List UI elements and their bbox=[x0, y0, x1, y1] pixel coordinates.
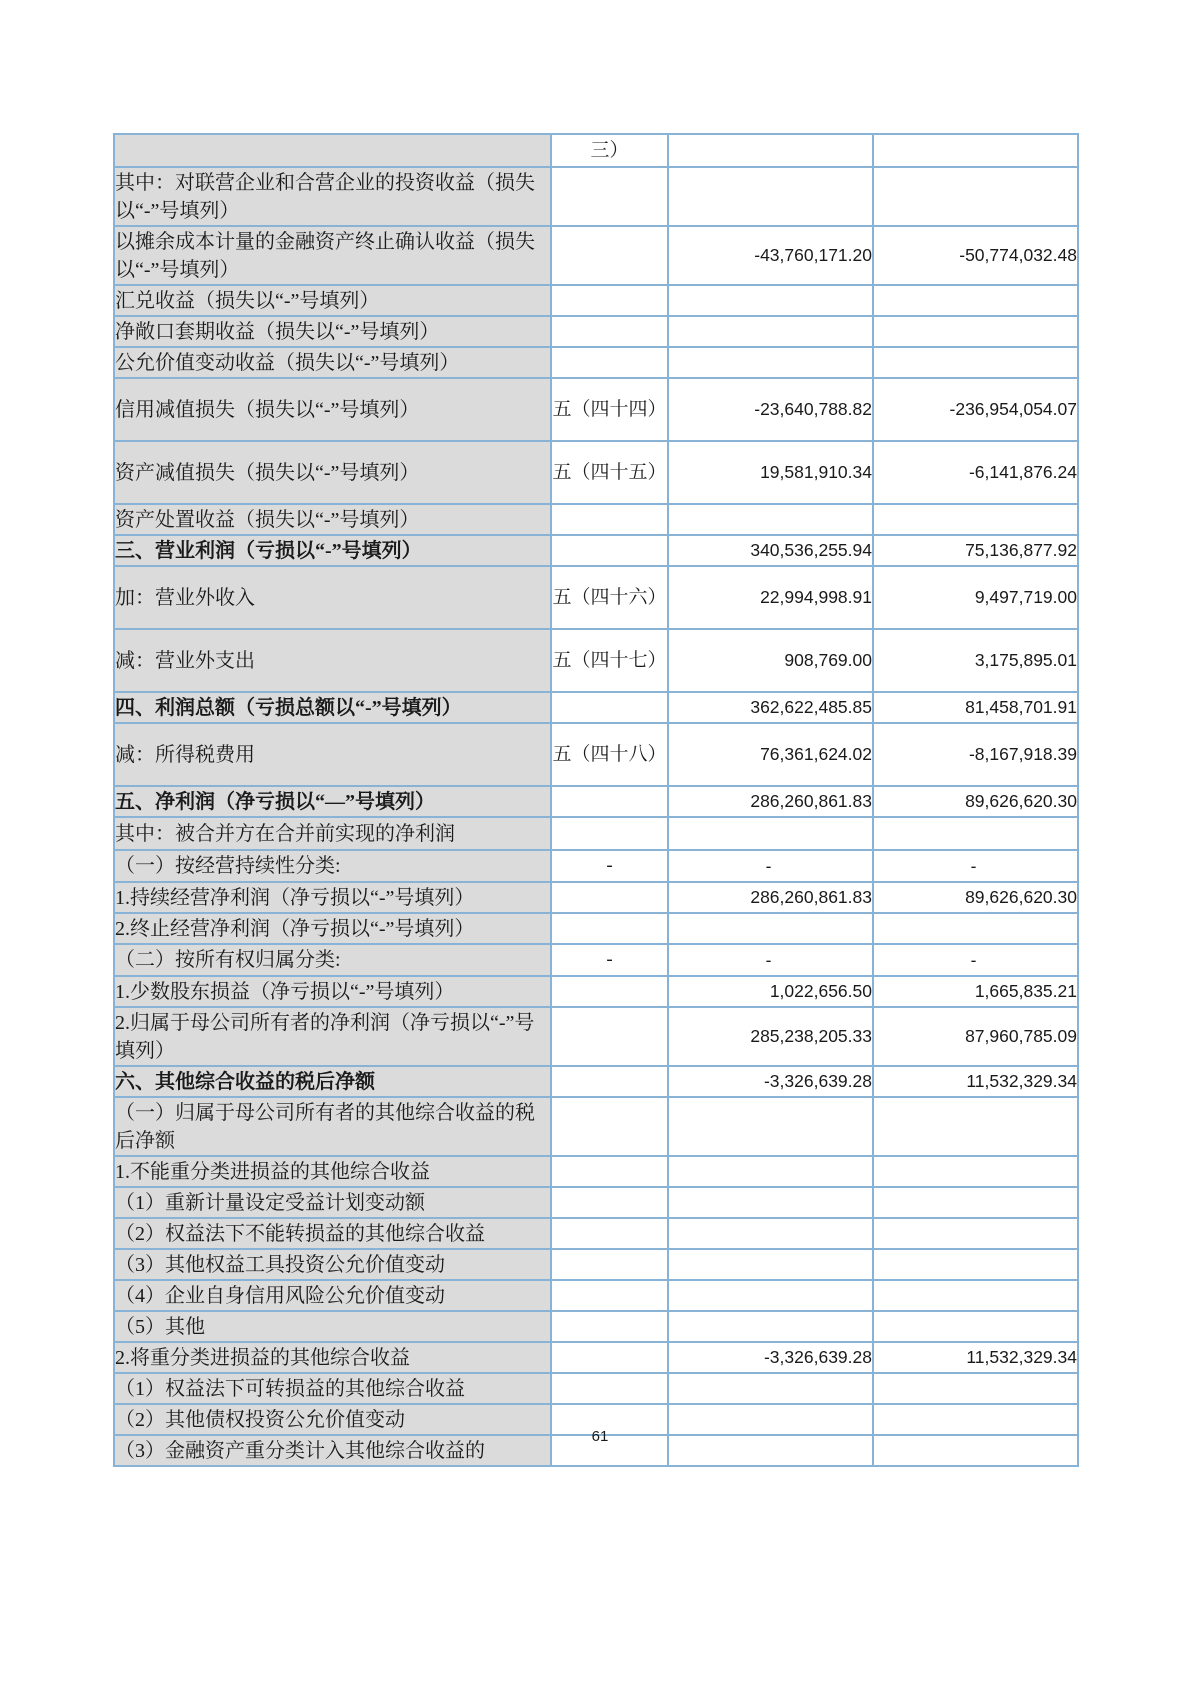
item-cell bbox=[114, 1066, 551, 1097]
item-label: 信用减值损失（损失以“-”号填列） bbox=[115, 398, 420, 421]
current-period-cell: - bbox=[668, 850, 873, 882]
item-cell bbox=[114, 913, 551, 944]
prior-period-cell bbox=[873, 1311, 1078, 1342]
current-period-cell: 908,769.00 bbox=[668, 629, 873, 692]
item-cell bbox=[114, 378, 551, 441]
prior-period-cell: 89,626,620.30 bbox=[873, 786, 1078, 817]
item-label: 2.终止经营净利润（净亏损以“-”号填列） bbox=[115, 917, 475, 940]
item-label: 以摊余成本计量的金融资产终止确认收益（损失以“-”号填列） bbox=[115, 230, 535, 281]
item-cell bbox=[114, 1342, 551, 1373]
note-reference: 五（四十六） bbox=[552, 586, 667, 608]
prior-period-cell bbox=[873, 504, 1078, 535]
current-period-cell bbox=[668, 1156, 873, 1187]
note-cell bbox=[551, 1156, 668, 1187]
prior-period-cell: 3,175,895.01 bbox=[873, 629, 1078, 692]
table-row bbox=[114, 504, 1078, 535]
note-cell bbox=[551, 976, 668, 1007]
table-row bbox=[114, 786, 1078, 817]
table-row bbox=[114, 913, 1078, 944]
table-row bbox=[114, 134, 1078, 167]
prior-period-cell: 75,136,877.92 bbox=[873, 535, 1078, 566]
prior-period-cell: -236,954,054.07 bbox=[873, 378, 1078, 441]
item-label: 四、利润总额（亏损总额以“-”号填列） bbox=[115, 696, 462, 719]
item-cell bbox=[114, 817, 551, 850]
item-label: 公允价值变动收益（损失以“-”号填列） bbox=[115, 351, 460, 374]
table-row bbox=[114, 167, 1078, 226]
note-cell bbox=[551, 566, 668, 629]
item-label: （一）归属于母公司所有者的其他综合收益的税后净额 bbox=[115, 1101, 535, 1152]
current-period-cell bbox=[668, 913, 873, 944]
prior-period-cell: 87,960,785.09 bbox=[873, 1007, 1078, 1066]
item-cell bbox=[114, 692, 551, 723]
prior-period-cell bbox=[873, 1218, 1078, 1249]
item-cell bbox=[114, 976, 551, 1007]
note-cell bbox=[551, 134, 668, 167]
current-period-cell bbox=[668, 1373, 873, 1404]
current-period-cell: 285,238,205.33 bbox=[668, 1007, 873, 1066]
note-cell bbox=[551, 629, 668, 692]
current-period-cell: -43,760,171.20 bbox=[668, 226, 873, 285]
prior-period-cell bbox=[873, 913, 1078, 944]
current-period-cell bbox=[668, 285, 873, 316]
note-reference: - bbox=[606, 855, 613, 876]
prior-period-cell: -8,167,918.39 bbox=[873, 723, 1078, 786]
note-cell bbox=[551, 1249, 668, 1280]
note-cell bbox=[551, 1311, 668, 1342]
item-label: （2）其他债权投资公允价值变动 bbox=[115, 1408, 405, 1431]
prior-period-cell bbox=[873, 1373, 1078, 1404]
table-row bbox=[114, 882, 1078, 913]
table-row bbox=[114, 850, 1078, 882]
table-row bbox=[114, 347, 1078, 378]
note-cell bbox=[551, 285, 668, 316]
page-number: 61 bbox=[591, 1428, 609, 1445]
table-row bbox=[114, 1280, 1078, 1311]
note-reference: - bbox=[606, 949, 613, 970]
current-period-cell bbox=[668, 1187, 873, 1218]
item-cell bbox=[114, 1156, 551, 1187]
table-row bbox=[114, 566, 1078, 629]
note-cell bbox=[551, 1280, 668, 1311]
prior-period-cell bbox=[873, 1097, 1078, 1156]
item-cell bbox=[114, 1373, 551, 1404]
item-label: （二）按所有权归属分类: bbox=[115, 949, 341, 971]
note-cell bbox=[551, 1066, 668, 1097]
note-cell bbox=[551, 316, 668, 347]
note-reference: 五（四十八） bbox=[552, 743, 667, 765]
note-cell bbox=[551, 817, 668, 850]
item-label: 资产减值损失（损失以“-”号填列） bbox=[115, 461, 420, 484]
item-cell bbox=[114, 347, 551, 378]
prior-period-cell bbox=[873, 316, 1078, 347]
table-row bbox=[114, 944, 1078, 976]
item-label: 加：营业外收入 bbox=[115, 586, 255, 609]
item-cell bbox=[114, 285, 551, 316]
item-label: 三、营业利润（亏损以“-”号填列） bbox=[115, 539, 422, 562]
item-cell bbox=[114, 1187, 551, 1218]
note-reference: 三） bbox=[590, 139, 629, 161]
item-label: （3）金融资产重分类计入其他综合收益的 bbox=[115, 1439, 485, 1462]
item-cell bbox=[114, 504, 551, 535]
table-row bbox=[114, 629, 1078, 692]
item-cell bbox=[114, 1280, 551, 1311]
item-label: （4）企业自身信用风险公允价值变动 bbox=[115, 1284, 445, 1307]
item-cell bbox=[114, 944, 551, 976]
note-cell bbox=[551, 1187, 668, 1218]
prior-period-cell bbox=[873, 347, 1078, 378]
item-label: 其中：被合并方在合并前实现的净利润 bbox=[115, 822, 455, 845]
item-cell bbox=[114, 1311, 551, 1342]
current-period-cell: 362,622,485.85 bbox=[668, 692, 873, 723]
item-cell bbox=[114, 1097, 551, 1156]
current-period-cell: 286,260,861.83 bbox=[668, 882, 873, 913]
item-cell bbox=[114, 1218, 551, 1249]
prior-period-cell: 11,532,329.34 bbox=[873, 1342, 1078, 1373]
table-row bbox=[114, 817, 1078, 850]
table-row bbox=[114, 976, 1078, 1007]
note-cell bbox=[551, 226, 668, 285]
current-period-cell bbox=[668, 1097, 873, 1156]
table-row bbox=[114, 1311, 1078, 1342]
current-period-cell bbox=[668, 817, 873, 850]
prior-period-cell bbox=[873, 285, 1078, 316]
item-cell bbox=[114, 134, 551, 167]
current-period-cell: 286,260,861.83 bbox=[668, 786, 873, 817]
current-period-cell: 19,581,910.34 bbox=[668, 441, 873, 504]
note-reference: 五（四十七） bbox=[552, 649, 667, 671]
prior-period-cell: 1,665,835.21 bbox=[873, 976, 1078, 1007]
prior-period-cell: 81,458,701.91 bbox=[873, 692, 1078, 723]
item-label: 减：营业外支出 bbox=[115, 649, 255, 672]
item-label: 1.少数股东损益（净亏损以“-”号填列） bbox=[115, 980, 455, 1003]
current-period-cell: 22,994,998.91 bbox=[668, 566, 873, 629]
item-label: 2.归属于母公司所有者的净利润（净亏损以“-”号填列） bbox=[115, 1011, 535, 1062]
prior-period-cell: -50,774,032.48 bbox=[873, 226, 1078, 285]
note-cell bbox=[551, 944, 668, 976]
note-cell bbox=[551, 1218, 668, 1249]
item-label: （一）按经营持续性分类: bbox=[115, 855, 341, 877]
note-cell bbox=[551, 535, 668, 566]
item-cell bbox=[114, 629, 551, 692]
current-period-cell bbox=[668, 1311, 873, 1342]
prior-period-cell: 9,497,719.00 bbox=[873, 566, 1078, 629]
prior-period-cell bbox=[873, 167, 1078, 226]
note-reference: 五（四十四） bbox=[552, 398, 667, 420]
item-label: 资产处置收益（损失以“-”号填列） bbox=[115, 508, 420, 531]
item-cell bbox=[114, 226, 551, 285]
item-label: （1）权益法下可转损益的其他综合收益 bbox=[115, 1377, 465, 1400]
table-row bbox=[114, 692, 1078, 723]
note-cell bbox=[551, 441, 668, 504]
current-period-cell: 340,536,255.94 bbox=[668, 535, 873, 566]
item-cell bbox=[114, 316, 551, 347]
table-row bbox=[114, 1156, 1078, 1187]
item-label: 1.不能重分类进损益的其他综合收益 bbox=[115, 1160, 430, 1183]
item-label: 2.将重分类进损益的其他综合收益 bbox=[115, 1346, 410, 1369]
item-label: 净敞口套期收益（损失以“-”号填列） bbox=[115, 320, 440, 343]
prior-period-cell: 11,532,329.34 bbox=[873, 1066, 1078, 1097]
table-row bbox=[114, 1097, 1078, 1156]
item-label: （5）其他 bbox=[115, 1315, 205, 1338]
prior-period-cell bbox=[873, 1187, 1078, 1218]
prior-period-cell bbox=[873, 1249, 1078, 1280]
table-row bbox=[114, 723, 1078, 786]
table-row bbox=[114, 316, 1078, 347]
item-cell bbox=[114, 786, 551, 817]
item-label: （3）其他权益工具投资公允价值变动 bbox=[115, 1253, 445, 1276]
item-label: 其中：对联营企业和合营企业的投资收益（损失以“-”号填列） bbox=[115, 171, 535, 222]
current-period-cell: -3,326,639.28 bbox=[668, 1066, 873, 1097]
table-row bbox=[114, 441, 1078, 504]
item-label: （1）重新计量设定受益计划变动额 bbox=[115, 1191, 425, 1214]
table-row bbox=[114, 1007, 1078, 1066]
note-cell bbox=[551, 882, 668, 913]
note-cell bbox=[551, 1097, 668, 1156]
current-period-cell: 1,022,656.50 bbox=[668, 976, 873, 1007]
current-period-cell bbox=[668, 134, 873, 167]
item-label: 汇兑收益（损失以“-”号填列） bbox=[115, 289, 380, 312]
note-cell bbox=[551, 1007, 668, 1066]
item-label: （2）权益法下不能转损益的其他综合收益 bbox=[115, 1222, 485, 1245]
item-cell bbox=[114, 1007, 551, 1066]
item-cell bbox=[114, 535, 551, 566]
note-cell bbox=[551, 786, 668, 817]
table-row bbox=[114, 1342, 1078, 1373]
current-period-cell bbox=[668, 316, 873, 347]
item-cell bbox=[114, 850, 551, 882]
note-reference: 五（四十五） bbox=[552, 461, 667, 483]
item-cell bbox=[114, 441, 551, 504]
table-row bbox=[114, 1373, 1078, 1404]
note-cell bbox=[551, 913, 668, 944]
current-period-cell bbox=[668, 167, 873, 226]
prior-period-cell bbox=[873, 1280, 1078, 1311]
note-cell bbox=[551, 378, 668, 441]
income-statement-table bbox=[113, 133, 1079, 1467]
note-cell bbox=[551, 1373, 668, 1404]
prior-period-cell bbox=[873, 817, 1078, 850]
item-cell bbox=[114, 882, 551, 913]
note-cell bbox=[551, 504, 668, 535]
item-label: 1.持续经营净利润（净亏损以“-”号填列） bbox=[115, 886, 475, 909]
item-cell bbox=[114, 566, 551, 629]
item-cell bbox=[114, 723, 551, 786]
current-period-cell: -3,326,639.28 bbox=[668, 1342, 873, 1373]
current-period-cell: 76,361,624.02 bbox=[668, 723, 873, 786]
prior-period-cell bbox=[873, 134, 1078, 167]
current-period-cell bbox=[668, 347, 873, 378]
prior-period-cell: - bbox=[873, 850, 1078, 882]
table-row bbox=[114, 378, 1078, 441]
table-row bbox=[114, 1187, 1078, 1218]
prior-period-cell: -6,141,876.24 bbox=[873, 441, 1078, 504]
note-cell bbox=[551, 850, 668, 882]
table-row bbox=[114, 1249, 1078, 1280]
prior-period-cell: 89,626,620.30 bbox=[873, 882, 1078, 913]
note-cell bbox=[551, 692, 668, 723]
current-period-cell bbox=[668, 1280, 873, 1311]
item-cell bbox=[114, 1249, 551, 1280]
item-label: 减：所得税费用 bbox=[115, 743, 255, 766]
table-row bbox=[114, 535, 1078, 566]
note-cell bbox=[551, 347, 668, 378]
prior-period-cell: - bbox=[873, 944, 1078, 976]
item-label: 六、其他综合收益的税后净额 bbox=[115, 1070, 375, 1093]
item-label: 五、净利润（净亏损以“—”号填列） bbox=[115, 790, 435, 813]
current-period-cell bbox=[668, 504, 873, 535]
current-period-cell bbox=[668, 1249, 873, 1280]
table-row bbox=[114, 285, 1078, 316]
table-row bbox=[114, 1218, 1078, 1249]
note-cell bbox=[551, 723, 668, 786]
current-period-cell: -23,640,788.82 bbox=[668, 378, 873, 441]
table-row bbox=[114, 226, 1078, 285]
current-period-cell: - bbox=[668, 944, 873, 976]
note-cell bbox=[551, 1342, 668, 1373]
table-row bbox=[114, 1066, 1078, 1097]
note-cell bbox=[551, 167, 668, 226]
prior-period-cell bbox=[873, 1156, 1078, 1187]
item-cell bbox=[114, 167, 551, 226]
current-period-cell bbox=[668, 1218, 873, 1249]
